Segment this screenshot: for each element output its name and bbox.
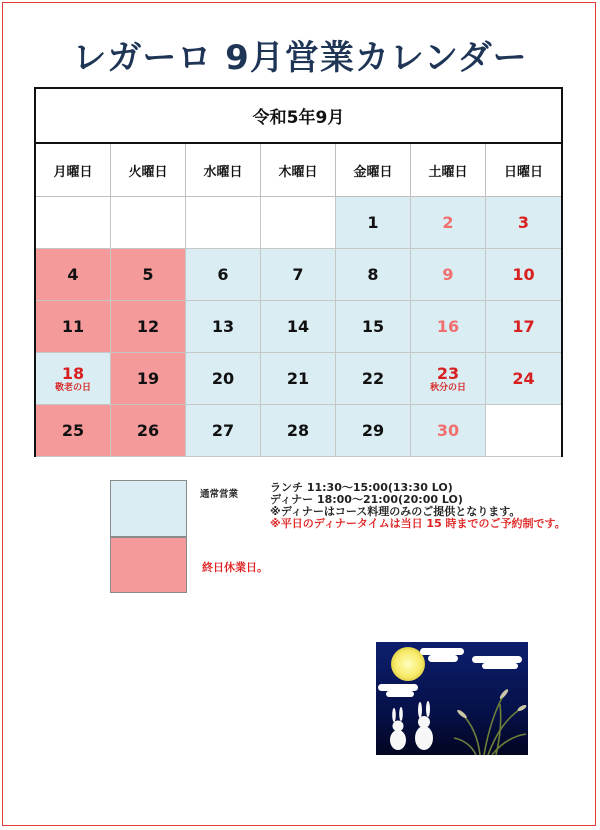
calendar-grid — [36, 144, 561, 457]
calendar-day-cell — [486, 301, 561, 353]
weekday-header: 火曜日 — [111, 144, 186, 197]
page-title: レガーロ 9月営業カレンダー — [72, 38, 528, 78]
calendar-day-cell — [486, 353, 561, 405]
calendar-day-cell — [36, 249, 111, 301]
day-number: 24 — [512, 369, 535, 388]
day-number: 29 — [361, 421, 385, 440]
calendar-day-cell — [36, 301, 111, 353]
calendar-day-cell — [486, 197, 561, 249]
weekday-header: 金曜日 — [336, 144, 411, 197]
day-number: 11 — [61, 317, 85, 336]
legend-open-swatch — [110, 480, 187, 537]
reservation-note: ※平日のディナータイムは当日 15 時までのご予約制です。 — [270, 517, 566, 530]
calendar-day-cell — [486, 405, 561, 457]
day-number: 14 — [286, 317, 310, 336]
day-number: 2 — [442, 213, 454, 232]
calendar-day-cell — [261, 197, 336, 249]
moon-rabbits-susuki-illustration — [376, 642, 528, 755]
calendar-day-cell — [336, 405, 411, 457]
calendar-day-cell — [336, 353, 411, 405]
day-number: 6 — [217, 265, 229, 284]
day-number: 22 — [361, 369, 385, 388]
day-number: 18 — [61, 364, 85, 383]
calendar-day-cell — [486, 249, 561, 301]
calendar-day-cell — [336, 301, 411, 353]
calendar-day-cell — [111, 197, 186, 249]
dinner-course-note: ※ディナーはコース料理のみのご提供となります。 — [270, 505, 521, 518]
weekday-header: 月曜日 — [36, 144, 111, 197]
full-moon-icon — [391, 647, 425, 681]
calendar-day-cell — [36, 405, 111, 457]
calendar-day-cell — [186, 249, 261, 301]
weekday-header: 木曜日 — [261, 144, 336, 197]
day-number: 21 — [286, 369, 310, 388]
calendar-day-cell — [261, 249, 336, 301]
calendar-month: 令和5年9月 — [36, 89, 561, 144]
day-number: 15 — [361, 317, 385, 336]
calendar-day-cell — [186, 301, 261, 353]
weekday-header: 日曜日 — [486, 144, 561, 197]
calendar-day-cell — [336, 249, 411, 301]
calendar-day-cell — [261, 353, 336, 405]
day-number: 19 — [136, 369, 160, 388]
calendar-day-cell — [186, 405, 261, 457]
day-number: 3 — [517, 213, 530, 232]
day-number: 1 — [367, 213, 379, 232]
day-number: 20 — [211, 369, 235, 388]
day-number: 27 — [211, 421, 235, 440]
day-number: 10 — [512, 265, 535, 284]
day-number: 26 — [136, 421, 160, 440]
day-number: 8 — [367, 265, 379, 284]
legend-closed-swatch — [110, 537, 187, 593]
dinner-hours: ディナー 18:00～21:00(20:00 LO) — [270, 493, 463, 506]
calendar-day-cell — [261, 405, 336, 457]
day-number: 25 — [61, 421, 85, 440]
calendar-day-cell — [111, 249, 186, 301]
day-number: 12 — [136, 317, 160, 336]
day-number: 16 — [436, 317, 460, 336]
holiday-name: 秋分の日 — [429, 383, 466, 393]
calendar-day-cell — [186, 353, 261, 405]
calendar-day-cell — [111, 353, 186, 405]
calendar-day-cell — [411, 249, 486, 301]
weekday-header: 水曜日 — [186, 144, 261, 197]
calendar-day-cell — [186, 197, 261, 249]
calendar-day-cell — [411, 405, 486, 457]
calendar-day-cell — [261, 301, 336, 353]
holiday-name: 敬老の日 — [54, 383, 91, 393]
lunch-hours: ランチ 11:30～15:00(13:30 LO) — [270, 481, 453, 494]
calendar-day-cell — [411, 197, 486, 249]
calendar-day-cell — [36, 353, 111, 405]
day-number: 13 — [211, 317, 235, 336]
calendar-day-cell — [111, 405, 186, 457]
business-hours — [270, 482, 566, 530]
legend-open-label: 通常営業 — [200, 489, 239, 500]
day-number: 7 — [292, 265, 304, 284]
calendar-day-cell — [336, 197, 411, 249]
day-number: 4 — [67, 265, 79, 284]
day-number: 28 — [286, 421, 310, 440]
calendar-day-cell — [411, 353, 486, 405]
calendar-day-cell — [411, 301, 486, 353]
weekday-header: 土曜日 — [411, 144, 486, 197]
day-number: 9 — [442, 265, 454, 284]
calendar-day-cell — [36, 197, 111, 249]
day-number: 17 — [512, 317, 535, 336]
day-number: 30 — [436, 421, 460, 440]
day-number: 5 — [142, 265, 154, 284]
day-number: 23 — [436, 364, 460, 383]
legend-closed-label: 終日休業日。 — [202, 561, 268, 574]
calendar-day-cell — [111, 301, 186, 353]
calendar — [34, 87, 563, 457]
